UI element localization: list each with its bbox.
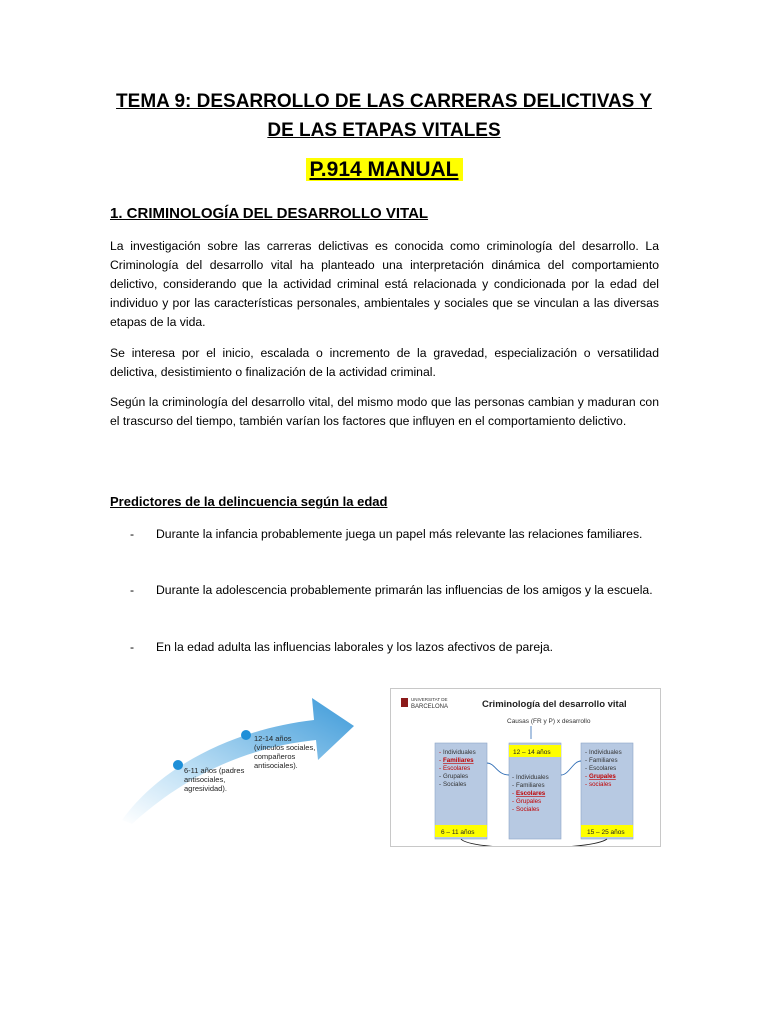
section1-heading: 1. CRIMINOLOGÍA DEL DESARROLLO VITAL	[110, 205, 429, 222]
box2-label: 12 – 14 años	[513, 749, 551, 756]
stage1-line1: 6-11 años (padres	[184, 766, 245, 775]
bullet-text: Durante la adolescencia probablemente primarán las influencias de los amigos y la escuela.	[156, 583, 653, 597]
page-title-line1: TEMA 9: DESARROLLO DE LAS CARRERAS DELICTIVAS Y	[116, 91, 652, 112]
box2-item4: Grupales	[516, 798, 542, 805]
manual-reference	[0, 158, 768, 182]
svg-text:-Individuales -Familiare: - Individuales - Familiares - Escolares - Grupales - Sociales	[439, 749, 476, 788]
logo-line2: BARCELONA	[411, 704, 449, 710]
box1-item1: Individuales	[443, 749, 476, 756]
bullet-text: Durante la infancia probablemente juega un papel más relevante las relaciones familiares.	[156, 527, 643, 541]
stage2-line4: antisociales).	[254, 761, 298, 770]
box3-item1: Individuales	[589, 749, 622, 756]
arrow-box2-to-box3	[561, 761, 581, 775]
svg-text:-Individuales -Familiare: - Individuales - Familiares - Escolares - Grupales - Sociales	[512, 774, 549, 813]
bullet-item-2	[130, 581, 659, 621]
svg-text:-Individuales -Familiare: - Individuales - Familiares - Escolares - Grupales - sociales	[585, 749, 622, 788]
arrow-loop-bottom	[461, 839, 607, 846]
slide-subtitle: Causas (FR y P) x desarrollo	[507, 718, 591, 725]
arrow-box1-to-box2	[487, 763, 509, 775]
manual-reference-text: P.914 MANUAL	[306, 158, 463, 181]
box1-item3: Escolares	[443, 765, 471, 772]
arrow-shape	[122, 698, 354, 824]
box3-item3: Escolares	[589, 765, 617, 772]
stage2-line1: 12-14 años	[254, 734, 292, 743]
bullet-item-3	[130, 638, 659, 658]
box2-item2: Familiares	[516, 782, 545, 789]
section2-heading: Predictores de la delincuencia según la edad	[110, 494, 388, 509]
paragraph-2: Se interesa por el inicio, escalada o incremento de la gravedad, especialización o versatilidad delictiva, desistimiento o finalización de la actividad criminal.	[110, 346, 659, 379]
stage2-line3: compañeros	[254, 752, 296, 761]
stage2-dot	[241, 730, 251, 740]
stage1-dot	[173, 760, 183, 770]
box2-item1: Individuales	[516, 774, 549, 781]
bullet-dash: -	[130, 527, 135, 541]
stage1-line3: agresividad).	[184, 784, 227, 793]
box3-label: 15 – 25 años	[587, 829, 625, 836]
box3-item4: Grupales	[589, 773, 616, 780]
slide-title: Criminología del desarrollo vital	[482, 699, 627, 710]
box1-item4: Grupales	[443, 773, 469, 780]
box1-item5: Sociales	[443, 781, 467, 788]
development-arrow-figure	[118, 690, 360, 830]
university-logo-icon	[401, 698, 408, 707]
page-title-line2: DE LAS ETAPAS VITALES	[267, 120, 501, 141]
bullet-dash: -	[130, 640, 135, 654]
bullet-dash: -	[130, 583, 135, 597]
box1-item2: Familiares	[443, 757, 474, 764]
box2-item5: Sociales	[516, 806, 540, 813]
bullet-text: En la edad adulta las influencias laborales y los lazos afectivos de pareja.	[156, 640, 554, 654]
paragraph-3: Según la criminología del desarrollo vital, del mismo modo que las personas cambian y maduran con el trascurso del tiempo, también varían los factores que influyen en el comportamiento delictivo.	[110, 395, 659, 428]
slide-diagram	[391, 689, 660, 846]
stage2-line2: (vínculos sociales,	[254, 743, 316, 752]
bullet-item-1	[130, 525, 659, 565]
box2-item3: Escolares	[516, 790, 546, 797]
stage1-line2: antisociales,	[184, 775, 226, 784]
paragraph-1: La investigación sobre las carreras delictivas es conocida como criminología del desarrollo. La Criminología del desarrollo vital ha planteado una interpretación dinámica del comportamiento delictivo, considerando que la actividad criminal está relacionada y condicionada por la edad del individuo y por las características personales, ambientales y sociales que se vinculan a las diversas etapas de la vida.	[110, 239, 659, 329]
slide-figure	[390, 688, 661, 847]
box3-item5: sociales	[589, 781, 612, 788]
logo-line1: UNIVERSITAT DE	[411, 697, 448, 702]
box3-item2: Familiares	[589, 757, 618, 764]
box1-label: 6 – 11 años	[441, 829, 475, 836]
